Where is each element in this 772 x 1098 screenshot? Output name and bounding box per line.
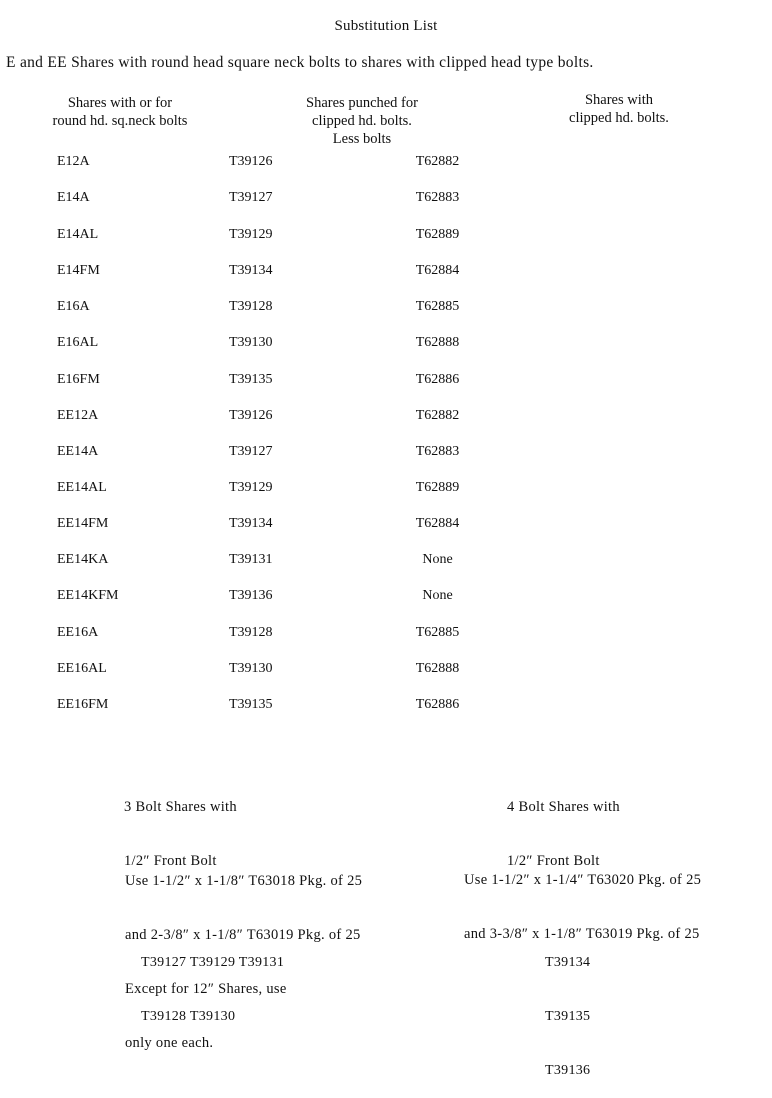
three-bolt-instructions: Use 1-1/2″ x 1-1/8″ T63018 Pkg. of 25 and 2-3/8″ x 1-1/8″ T63019 Pkg. of 25 Except for 12″ Shares, use only one each.: [125, 873, 363, 1051]
column-header-punched: Shares punched for clipped hd. bolts. Less bolts: [306, 95, 418, 147]
four-bolt-instructions: Use 1-1/2″ x 1-1/4″ T63020 Pkg. of 25 and 3-3/8″ x 1-1/8″ T63019 Pkg. of 25: [464, 872, 702, 942]
table-row: [0, 588, 772, 608]
cell-clipped: None: [422, 588, 453, 603]
cell-share: E16AL: [57, 335, 99, 350]
cell-share: EE16A: [57, 625, 99, 640]
cell-clipped: T62888: [415, 335, 460, 350]
cell-share: EE16FM: [57, 697, 109, 712]
table-row: [0, 335, 772, 355]
cell-share: E16A: [57, 299, 90, 314]
table-row: [0, 625, 772, 645]
cell-clipped: T62885: [415, 625, 460, 640]
four-bolt-heading: 4 Bolt Shares with 1/2″ Front Bolt: [507, 799, 620, 869]
three-bolt-heading: 3 Bolt Shares with 1/2″ Front Bolt: [124, 799, 237, 869]
cell-clipped: None: [422, 552, 453, 567]
table-row: [0, 299, 772, 319]
cell-punched: T39127: [229, 444, 273, 459]
table-row: [0, 697, 772, 717]
table-row: [0, 227, 772, 247]
table-row: [0, 263, 772, 283]
cell-clipped: T62888: [415, 661, 460, 676]
cell-punched: T39129: [229, 480, 273, 495]
cell-punched: T39127: [229, 190, 273, 205]
cell-punched: T39129: [229, 227, 273, 242]
page-subtitle: E and EE Shares with round head square neck bolts to shares with clipped head type bolts.: [6, 54, 594, 71]
column-header-round-head: Shares with or for round hd. sq.neck bolts: [52, 95, 188, 129]
cell-share: E16FM: [57, 372, 100, 387]
cell-share: EE14KA: [57, 552, 109, 567]
cell-share: E14FM: [57, 263, 100, 278]
cell-share: EE14AL: [57, 480, 107, 495]
three-bolt-parts: T39127 T39129 T39131 T39128 T39130: [141, 955, 285, 1024]
cell-clipped: T62889: [415, 480, 460, 495]
cell-clipped: T62886: [415, 697, 460, 712]
column-header-clipped: Shares with clipped hd. bolts.: [569, 92, 669, 126]
cell-punched: T39135: [229, 697, 273, 712]
cell-share: E12A: [57, 154, 90, 169]
cell-clipped: T62882: [415, 154, 460, 169]
cell-clipped: T62886: [415, 372, 460, 387]
cell-punched: T39134: [229, 516, 273, 531]
cell-share: EE14A: [57, 444, 99, 459]
cell-punched: T39126: [229, 408, 273, 423]
cell-clipped: T62884: [415, 263, 460, 278]
cell-share: E14AL: [57, 227, 99, 242]
cell-punched: T39130: [229, 335, 273, 350]
cell-clipped: T62882: [415, 408, 460, 423]
cell-punched: T39136: [229, 588, 273, 603]
cell-clipped: T62883: [415, 190, 460, 205]
table-row: [0, 552, 772, 572]
table-row: [0, 480, 772, 500]
page-title: Substitution List: [334, 18, 438, 34]
cell-share: EE14FM: [57, 516, 109, 531]
table-row: [0, 444, 772, 464]
cell-punched: T39131: [229, 552, 273, 567]
cell-share: EE16AL: [57, 661, 107, 676]
cell-share: EE12A: [57, 408, 99, 423]
cell-share: EE14KFM: [57, 588, 119, 603]
table-row: [0, 661, 772, 681]
cell-share: E14A: [57, 190, 90, 205]
cell-clipped: T62883: [415, 444, 460, 459]
cell-clipped: T62884: [415, 516, 460, 531]
cell-punched: T39128: [229, 299, 273, 314]
cell-clipped: T62885: [415, 299, 460, 314]
table-row: [0, 372, 772, 392]
cell-punched: T39134: [229, 263, 273, 278]
cell-punched: T39130: [229, 661, 273, 676]
cell-clipped: T62889: [415, 227, 460, 242]
table-row: [0, 516, 772, 536]
table-row: [0, 408, 772, 428]
table-row: [0, 190, 772, 210]
cell-punched: T39128: [229, 625, 273, 640]
four-bolt-parts: T39134 T39135 T39136: [545, 955, 591, 1078]
table-row: [0, 154, 772, 174]
cell-punched: T39126: [229, 154, 273, 169]
cell-punched: T39135: [229, 372, 273, 387]
